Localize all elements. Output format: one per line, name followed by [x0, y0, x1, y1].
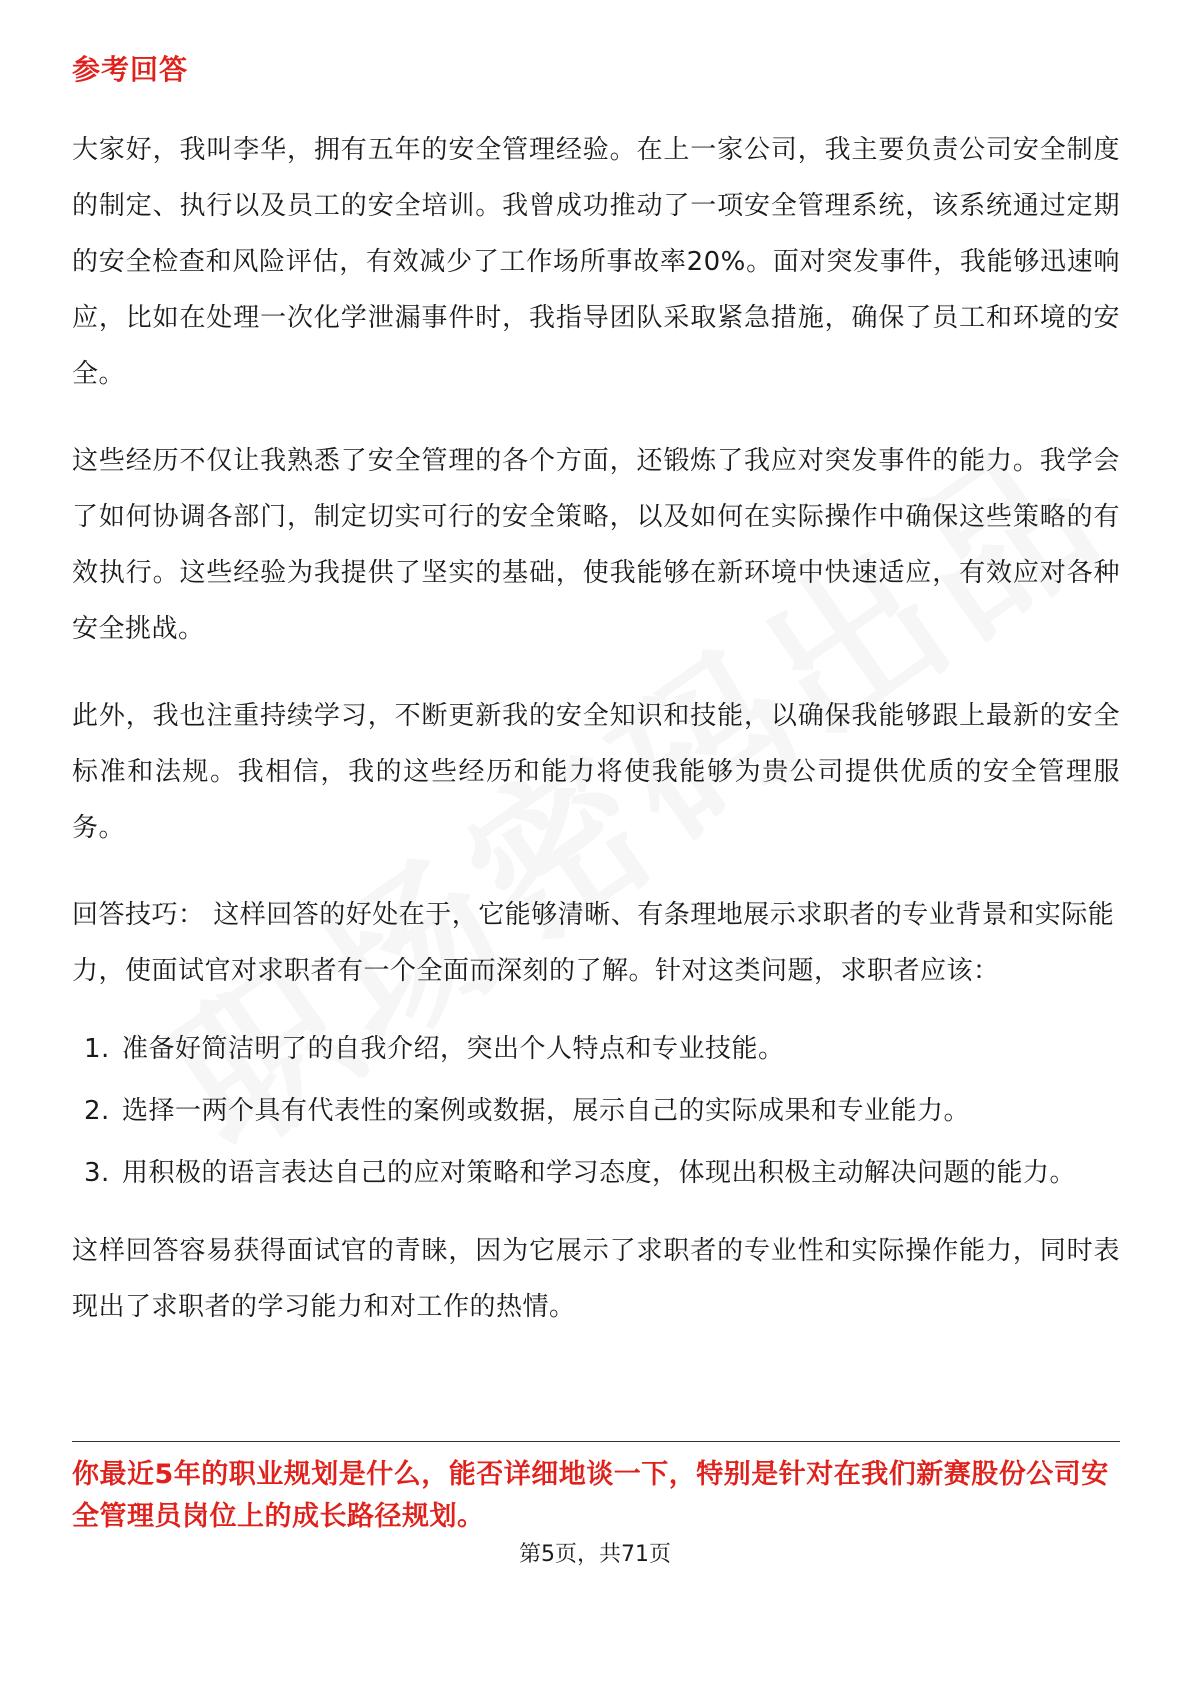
- list-item: [72, 1083, 1120, 1139]
- page-number: 第5页，共71页: [519, 1542, 671, 1567]
- list-item: [72, 1021, 1120, 1077]
- list-text: 用积极的语言表达自己的应对策略和学习态度，体现出积极主动解决问题的能力。: [122, 1158, 1077, 1188]
- answer-paragraph-2: 这些经历不仅让我熟悉了安全管理的各个方面，还锻炼了我应对突发事件的能力。我学会了如何协调各部门，制定切实可行的安全策略，以及如何在实际操作中确保这些策略的有效执行。这些经验为我提供了坚实的基础，使我能够在新环境中快速适应，有效应对各种安全挑战。: [72, 446, 1120, 644]
- tips-list: [72, 1021, 1120, 1201]
- list-number: 2.: [84, 1096, 110, 1126]
- conclusion-paragraph: 这样回答容易获得面试官的青睐，因为它展示了求职者的专业性和实际操作能力，同时表现出了求职者的学习能力和对工作的热情。: [72, 1236, 1120, 1322]
- section-heading: 参考回答: [72, 53, 189, 86]
- next-question: 你最近5年的职业规划是什么，能否详细地谈一下，特别是针对在我们新赛股份公司安全管理员岗位上的成长路径规划。: [72, 1459, 1109, 1532]
- list-item: [72, 1145, 1120, 1201]
- list-number: 3.: [84, 1158, 110, 1188]
- list-text: 准备好简洁明了的自我介绍，突出个人特点和专业技能。: [122, 1034, 785, 1064]
- answer-tips: 回答技巧： 这样回答的好处在于，它能够清晰、有条理地展示求职者的专业背景和实际能力，使面试官对求职者有一个全面而深刻的了解。针对这类问题，求职者应该：: [72, 900, 1115, 986]
- section-divider: [72, 1441, 1120, 1442]
- list-number: 1.: [84, 1034, 110, 1064]
- list-text: 选择一两个具有代表性的案例或数据，展示自己的实际成果和专业能力。: [122, 1096, 971, 1126]
- answer-content: [72, 50, 1120, 1366]
- answer-paragraph-1: 大家好，我叫李华，拥有五年的安全管理经验。在上一家公司，我主要负责公司安全制度的制定、执行以及员工的安全培训。我曾成功推动了一项安全管理系统，该系统通过定期的安全检查和风险评估，有效减少了工作场所事故率20%。面对突发事件，我能够迅速响应，比如在处理一次化学泄漏事件时，我指导团队采取紧急措施，确保了员工和环境的安全。: [72, 135, 1120, 389]
- answer-paragraph-3: 此外，我也注重持续学习，不断更新我的安全知识和技能，以确保我能够跟上最新的安全标准和法规。我相信，我的这些经历和能力将使我能够为贵公司提供优质的安全管理服务。: [72, 701, 1120, 843]
